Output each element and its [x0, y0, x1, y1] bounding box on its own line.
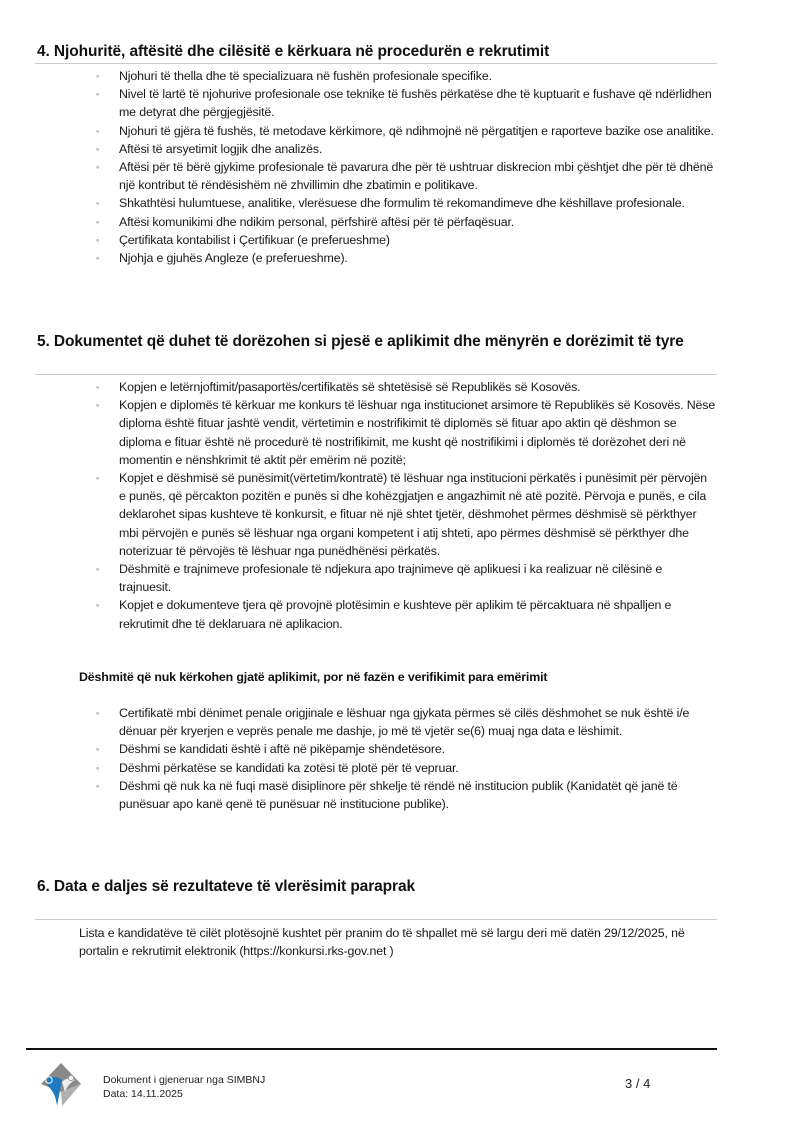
bullet-icon: ◦: [96, 234, 100, 245]
bullet-icon: ◦: [96, 382, 100, 392]
section-6-divider: [35, 919, 717, 920]
bullet-icon: ◦: [96, 125, 100, 136]
section-5-heading: 5. Dokumentet që duhet të dorëzohen si pjesë e aplikimit dhe mënyrën e dorëzimit të tyre: [37, 333, 684, 350]
footer-divider: [26, 1048, 717, 1050]
list-item: ◦ Kopjen e diplomës të kërkuar me konkurs të lëshuar nga institucionet arsimore të Republikës së Kosovës. Nëse diploma është fituar jashtë vendit, vërtetimin e nostrifikimit të diplomës së fituar apo aktin që dëshmon se diploma e fituar është në procedurë të nostrifikimit, me kusht që nostrifikimi i diplomës të dorëzohet deri në momentin e nënshkrimit të aktit për emërim në pozitë;: [96, 398, 716, 467]
list-item: ◦ Çertifikata kontabilist i Çertifikuar (e preferueshme): [96, 231, 716, 249]
list-item: ◦ Aftësi për të bërë gjykime profesionale të pavarura dhe për të ushtruar diskrecion mbi çështjet dhe për të dhënë një kontribut të rëndësishëm në zhvillimin dhe zbatimin e politikave.: [96, 160, 714, 193]
bullet-icon: ◦: [96, 216, 100, 227]
bullet-icon: ◦: [96, 600, 100, 611]
bullet-icon: ◦: [96, 162, 100, 173]
bullet-icon: ◦: [96, 89, 100, 100]
bullet-icon: ◦: [96, 198, 100, 209]
list-item: ◦ Nivel të lartë të njohurive profesionale ose teknike të fushës përkatëse dhe të kuptuarit e fushave që ndërlidhen me detyrat dhe përgjegjësitë.: [96, 87, 712, 120]
verification-list: [96, 704, 716, 813]
bullet-icon: ◦: [96, 143, 100, 154]
list-item: ◦ Dëshmi se kandidati është i aftë në pikëpamje shëndetësore.: [96, 740, 716, 758]
list-item: ◦ Aftësi të arsyetimit logjik dhe analizës.: [96, 140, 716, 158]
results-date-paragraph: Lista e kandidatëve të cilët plotësojnë kushtet për pranim do të shpallet më së largu deri më datën 29/12/2025, në portalin e rekrutimit elektronik (https://konkursi.rks-gov.net ): [79, 926, 685, 959]
list-item: ◦ Dëshmi që nuk ka në fuqi masë disiplinore për shkelje të rëndë në institucion publik (Kanidatët që janë të punësuar apo kanë qenë të punësuar në institucione publike).: [96, 778, 678, 812]
list-item: ◦ Certifikatë mbi dënimet penale origjinale e lëshuar nga gjykata përmes së cilës dëshmohet se nuk është i/e dënuar për kryerjen e veprës penale me dashje, jo më të vjetër se(6) muaj nga data e lëshimit.: [96, 706, 690, 739]
list-item: ◦ Aftësi komunikimi dhe ndikim personal, përfshirë aftësi për të përfaqësuar.: [96, 213, 716, 231]
section-5-divider: [35, 374, 717, 375]
bullet-icon: ◦: [96, 708, 100, 718]
bullet-icon: ◦: [96, 400, 100, 411]
footer-info: [103, 1073, 265, 1101]
list-item: ◦ Kopjen e letërnjoftimit/pasaportës/certifikatës së shtetësisë së Republikës së Kosovës.: [96, 378, 716, 396]
bullet-icon: ◦: [96, 744, 100, 755]
section-5-list: [96, 378, 716, 633]
list-item: ◦ Dëshmitë e trajnimeve profesionale të ndjekura apo trajnimeve që aplikuesi i ka realizuar në cilësinë e trajnuesit.: [96, 562, 663, 595]
list-item: ◦ Shkathtësi hulumtuese, analitike, vlerësuese dhe formulim të rekomandimeve dhe këshillave profesionale.: [96, 194, 716, 212]
page-number: 3 / 4: [625, 1076, 651, 1091]
bullet-icon: ◦: [96, 253, 100, 264]
list-item: ◦ Kopjet e dëshmisë së punësimit(vërtetim/kontratë) të lëshuar nga institucioni përkatës i punësimit për përvojën e punës, që përcakton pozitën e punës si dhe kohëzgjatjen e angazhimit në atë pozitë. Përvoja e punës, e cila deklarohet sipas kushteve të konkursit, e fituar në një shtet tjetër, dëshmohet përmes dëshmisë së përkthyer mbi përvojën e punës së lëshuar nga organi kompetent i atij shteti, apo përmes dëshmisë së përkthyer dhe noterizuar të përvojës të lëshuar nga punëdhënësi përkatës.: [96, 471, 708, 558]
simbnj-logo-icon: [40, 1062, 82, 1108]
section-6-heading: 6. Data e daljes së rezultateve të vlerësimit paraprak: [37, 878, 415, 895]
footer-generated-by: Dokument i gjeneruar nga SIMBNJ: [103, 1074, 266, 1086]
list-item: ◦ Kopjet e dokumenteve tjera që provojnë plotësimin e kushteve për aplikim të përcaktuara në shpalljen e rekrutimit dhe të deklaruara në aplikacion.: [96, 598, 672, 631]
section-4-divider: [35, 63, 717, 64]
list-item: ◦ Njohuri të gjëra të fushës, të metodave kërkimore, që ndihmojnë në përgatitjen e raporteve bazike ose analitike.: [96, 122, 716, 140]
bullet-icon: ◦: [96, 780, 100, 791]
section-4-list: [96, 67, 716, 267]
list-item: ◦ Njohuri të thella dhe të specializuara në fushën profesionale specifike.: [96, 67, 716, 85]
verification-subheading: Dëshmitë që nuk kërkohen gjatë aplikimit, por në fazën e verifikimit para emërimit: [79, 670, 548, 684]
list-item: ◦ Dëshmi përkatëse se kandidati ka zotësi të plotë për të vepruar.: [96, 759, 716, 777]
section-4-heading: 4. Njohuritë, aftësitë dhe cilësitë e kërkuara në procedurën e rekrutimit: [37, 43, 550, 60]
bullet-icon: ◦: [96, 473, 100, 484]
bullet-icon: ◦: [96, 564, 100, 575]
bullet-icon: ◦: [96, 762, 100, 773]
bullet-icon: ◦: [96, 71, 100, 81]
list-item: ◦ Njohja e gjuhës Angleze (e preferueshme).: [96, 249, 716, 267]
footer-date: Data: 14.11.2025: [103, 1088, 183, 1100]
